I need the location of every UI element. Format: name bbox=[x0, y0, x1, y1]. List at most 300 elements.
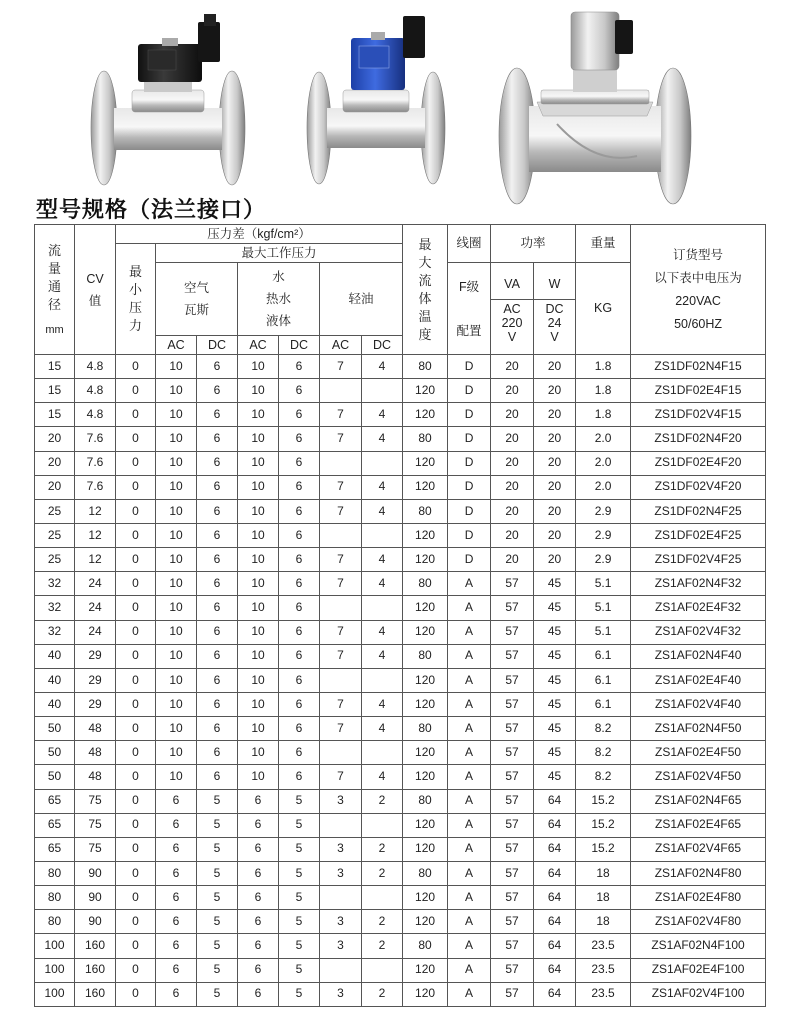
cell-cv: 12 bbox=[75, 523, 116, 547]
cell-air-ac: 6 bbox=[156, 982, 197, 1006]
cell-air-dc: 6 bbox=[197, 644, 238, 668]
header-water: 水 热水 液体 bbox=[238, 263, 320, 336]
cell-air-dc: 6 bbox=[197, 499, 238, 523]
cell-air-dc: 6 bbox=[197, 596, 238, 620]
cell-order-model: ZS1AF02E4F100 bbox=[631, 958, 766, 982]
cell-water-dc: 6 bbox=[279, 523, 320, 547]
table-row bbox=[35, 837, 766, 861]
cell-air-ac: 10 bbox=[156, 427, 197, 451]
cell-weight: 2.9 bbox=[576, 548, 631, 572]
cell-va: 57 bbox=[491, 958, 534, 982]
table-row bbox=[35, 765, 766, 789]
cell-cv: 12 bbox=[75, 548, 116, 572]
cell-max-temp: 120 bbox=[403, 958, 448, 982]
cell-coil-class: A bbox=[448, 572, 491, 596]
valve-photo-black-coil bbox=[88, 10, 248, 188]
cell-oil-ac: 7 bbox=[320, 572, 362, 596]
cell-weight: 6.1 bbox=[576, 668, 631, 692]
cell-water-dc: 6 bbox=[279, 548, 320, 572]
cell-va: 57 bbox=[491, 717, 534, 741]
header-water-dc: DC bbox=[279, 336, 320, 355]
cell-cv: 48 bbox=[75, 765, 116, 789]
cell-min-pressure: 0 bbox=[116, 741, 156, 765]
cell-water-dc: 6 bbox=[279, 427, 320, 451]
cell-weight: 5.1 bbox=[576, 596, 631, 620]
cell-va: 57 bbox=[491, 910, 534, 934]
cell-oil-dc: 4 bbox=[362, 717, 403, 741]
cell-water-ac: 6 bbox=[238, 910, 279, 934]
cell-w: 45 bbox=[534, 717, 576, 741]
cell-air-ac: 10 bbox=[156, 644, 197, 668]
cell-air-dc: 6 bbox=[197, 475, 238, 499]
cell-air-ac: 10 bbox=[156, 548, 197, 572]
header-va: VA AC 220 V bbox=[491, 263, 534, 355]
cell-min-pressure: 0 bbox=[116, 620, 156, 644]
cell-flow-diameter: 15 bbox=[35, 403, 75, 427]
cell-air-ac: 10 bbox=[156, 596, 197, 620]
table-row bbox=[35, 717, 766, 741]
cell-coil-class: D bbox=[448, 451, 491, 475]
cell-va: 57 bbox=[491, 765, 534, 789]
cell-air-dc: 5 bbox=[197, 861, 238, 885]
cell-water-dc: 5 bbox=[279, 910, 320, 934]
cell-oil-dc: 2 bbox=[362, 861, 403, 885]
cell-oil-dc: 4 bbox=[362, 548, 403, 572]
cell-water-ac: 6 bbox=[238, 958, 279, 982]
cell-coil-class: D bbox=[448, 523, 491, 547]
cell-order-model: ZS1AF02N4F100 bbox=[631, 934, 766, 958]
cell-flow-diameter: 50 bbox=[35, 765, 75, 789]
cell-va: 57 bbox=[491, 692, 534, 716]
cell-coil-class: D bbox=[448, 475, 491, 499]
cell-order-model: ZS1AF02V4F50 bbox=[631, 765, 766, 789]
cell-weight: 8.2 bbox=[576, 765, 631, 789]
cell-flow-diameter: 65 bbox=[35, 837, 75, 861]
section-title: 型号规格（法兰接口） bbox=[36, 198, 267, 223]
cell-water-dc: 6 bbox=[279, 692, 320, 716]
cell-flow-diameter: 25 bbox=[35, 523, 75, 547]
cell-water-dc: 6 bbox=[279, 475, 320, 499]
cell-oil-ac: 7 bbox=[320, 765, 362, 789]
cell-max-temp: 80 bbox=[403, 499, 448, 523]
cell-cv: 7.6 bbox=[75, 427, 116, 451]
cell-w: 64 bbox=[534, 982, 576, 1006]
cell-va: 57 bbox=[491, 644, 534, 668]
cell-va: 57 bbox=[491, 741, 534, 765]
cell-max-temp: 120 bbox=[403, 982, 448, 1006]
cell-cv: 29 bbox=[75, 692, 116, 716]
cell-water-ac: 10 bbox=[238, 523, 279, 547]
cell-air-dc: 5 bbox=[197, 934, 238, 958]
cell-va: 57 bbox=[491, 934, 534, 958]
cell-water-ac: 10 bbox=[238, 427, 279, 451]
cell-w: 64 bbox=[534, 789, 576, 813]
cell-flow-diameter: 100 bbox=[35, 934, 75, 958]
cell-coil-class: A bbox=[448, 934, 491, 958]
cell-oil-dc bbox=[362, 886, 403, 910]
cell-w: 20 bbox=[534, 403, 576, 427]
cell-min-pressure: 0 bbox=[116, 934, 156, 958]
cell-water-dc: 6 bbox=[279, 499, 320, 523]
cell-water-dc: 6 bbox=[279, 596, 320, 620]
header-power: 功率 bbox=[491, 225, 576, 263]
cell-max-temp: 120 bbox=[403, 837, 448, 861]
cell-water-dc: 5 bbox=[279, 886, 320, 910]
header-flow-unit: mm bbox=[45, 324, 64, 337]
cell-flow-diameter: 65 bbox=[35, 789, 75, 813]
cell-water-dc: 6 bbox=[279, 668, 320, 692]
cell-water-ac: 6 bbox=[238, 861, 279, 885]
cell-coil-class: A bbox=[448, 861, 491, 885]
cell-oil-dc: 4 bbox=[362, 355, 403, 379]
cell-coil-class: A bbox=[448, 789, 491, 813]
cell-w: 20 bbox=[534, 499, 576, 523]
cell-coil-class: A bbox=[448, 692, 491, 716]
cell-va: 20 bbox=[491, 523, 534, 547]
cell-air-dc: 5 bbox=[197, 789, 238, 813]
cell-max-temp: 120 bbox=[403, 475, 448, 499]
cell-cv: 75 bbox=[75, 837, 116, 861]
cell-cv: 7.6 bbox=[75, 475, 116, 499]
cell-weight: 18 bbox=[576, 910, 631, 934]
cell-water-ac: 6 bbox=[238, 789, 279, 813]
cell-air-dc: 5 bbox=[197, 813, 238, 837]
cell-va: 20 bbox=[491, 355, 534, 379]
cell-w: 64 bbox=[534, 934, 576, 958]
cell-min-pressure: 0 bbox=[116, 475, 156, 499]
cell-va: 20 bbox=[491, 475, 534, 499]
cell-coil-class: D bbox=[448, 548, 491, 572]
cell-air-dc: 6 bbox=[197, 451, 238, 475]
cell-order-model: ZS1AF02N4F50 bbox=[631, 717, 766, 741]
cell-air-ac: 10 bbox=[156, 717, 197, 741]
cell-flow-diameter: 80 bbox=[35, 886, 75, 910]
cell-weight: 23.5 bbox=[576, 934, 631, 958]
table-row bbox=[35, 934, 766, 958]
cell-order-model: ZS1DF02N4F20 bbox=[631, 427, 766, 451]
cell-water-dc: 6 bbox=[279, 403, 320, 427]
header-order-model: 订货型号 以下表中电压为 220VAC 50/60HZ bbox=[631, 225, 766, 355]
header-oil-dc: DC bbox=[362, 336, 403, 355]
cell-water-ac: 6 bbox=[238, 813, 279, 837]
cell-weight: 2.0 bbox=[576, 427, 631, 451]
cell-cv: 12 bbox=[75, 499, 116, 523]
header-flow-diameter: 流量通径 mm bbox=[35, 225, 75, 355]
cell-order-model: ZS1DF02N4F25 bbox=[631, 499, 766, 523]
cell-order-model: ZS1AF02N4F80 bbox=[631, 861, 766, 885]
cell-oil-dc: 4 bbox=[362, 692, 403, 716]
cell-air-ac: 10 bbox=[156, 403, 197, 427]
header-oil-ac: AC bbox=[320, 336, 362, 355]
header-water-ac: AC bbox=[238, 336, 279, 355]
cell-order-model: ZS1AF02V4F100 bbox=[631, 982, 766, 1006]
header-weight: 重量 bbox=[576, 225, 631, 263]
cell-air-ac: 10 bbox=[156, 572, 197, 596]
cell-oil-ac: 7 bbox=[320, 548, 362, 572]
cell-oil-dc: 2 bbox=[362, 837, 403, 861]
cell-va: 57 bbox=[491, 789, 534, 813]
cell-w: 20 bbox=[534, 451, 576, 475]
cell-w: 20 bbox=[534, 548, 576, 572]
cell-max-temp: 80 bbox=[403, 355, 448, 379]
cell-flow-diameter: 40 bbox=[35, 644, 75, 668]
product-photos bbox=[0, 0, 790, 190]
cell-oil-dc bbox=[362, 958, 403, 982]
cell-max-temp: 80 bbox=[403, 427, 448, 451]
cell-va: 20 bbox=[491, 379, 534, 403]
cell-min-pressure: 0 bbox=[116, 837, 156, 861]
cell-flow-diameter: 40 bbox=[35, 668, 75, 692]
cell-max-temp: 120 bbox=[403, 668, 448, 692]
cell-cv: 4.8 bbox=[75, 379, 116, 403]
header-pressure-diff: 压力差（kgf/cm²） bbox=[116, 225, 403, 244]
cell-water-ac: 6 bbox=[238, 934, 279, 958]
cell-w: 64 bbox=[534, 958, 576, 982]
cell-w: 20 bbox=[534, 355, 576, 379]
cell-cv: 48 bbox=[75, 741, 116, 765]
cell-water-ac: 10 bbox=[238, 379, 279, 403]
header-air-dc: DC bbox=[197, 336, 238, 355]
cell-air-dc: 6 bbox=[197, 427, 238, 451]
cell-air-dc: 6 bbox=[197, 403, 238, 427]
table-header bbox=[35, 225, 766, 355]
table-row bbox=[35, 958, 766, 982]
cell-va: 57 bbox=[491, 572, 534, 596]
cell-weight: 18 bbox=[576, 886, 631, 910]
cell-oil-dc: 4 bbox=[362, 499, 403, 523]
cell-order-model: ZS1DF02V4F15 bbox=[631, 403, 766, 427]
cell-order-model: ZS1DF02E4F25 bbox=[631, 523, 766, 547]
cell-air-ac: 6 bbox=[156, 861, 197, 885]
cell-air-dc: 5 bbox=[197, 837, 238, 861]
cell-water-dc: 5 bbox=[279, 958, 320, 982]
cell-cv: 90 bbox=[75, 886, 116, 910]
cell-max-temp: 120 bbox=[403, 403, 448, 427]
cell-water-ac: 10 bbox=[238, 499, 279, 523]
cell-air-dc: 6 bbox=[197, 741, 238, 765]
table-row bbox=[35, 548, 766, 572]
spec-table bbox=[34, 224, 766, 1007]
cell-va: 20 bbox=[491, 548, 534, 572]
cell-coil-class: A bbox=[448, 644, 491, 668]
cell-order-model: ZS1AF02E4F65 bbox=[631, 813, 766, 837]
cell-coil-class: A bbox=[448, 717, 491, 741]
cell-air-dc: 6 bbox=[197, 572, 238, 596]
cell-max-temp: 120 bbox=[403, 451, 448, 475]
cell-w: 20 bbox=[534, 475, 576, 499]
cell-water-dc: 6 bbox=[279, 741, 320, 765]
cell-cv: 24 bbox=[75, 572, 116, 596]
cell-max-temp: 80 bbox=[403, 717, 448, 741]
cell-cv: 75 bbox=[75, 789, 116, 813]
cell-min-pressure: 0 bbox=[116, 813, 156, 837]
cell-weight: 15.2 bbox=[576, 813, 631, 837]
cell-order-model: ZS1AF02N4F32 bbox=[631, 572, 766, 596]
cell-flow-diameter: 40 bbox=[35, 692, 75, 716]
cell-order-model: ZS1AF02E4F32 bbox=[631, 596, 766, 620]
cell-va: 57 bbox=[491, 886, 534, 910]
cell-weight: 2.9 bbox=[576, 523, 631, 547]
cell-order-model: ZS1AF02V4F32 bbox=[631, 620, 766, 644]
table-row bbox=[35, 572, 766, 596]
cell-flow-diameter: 65 bbox=[35, 813, 75, 837]
cell-w: 45 bbox=[534, 692, 576, 716]
cell-min-pressure: 0 bbox=[116, 644, 156, 668]
cell-water-ac: 10 bbox=[238, 765, 279, 789]
table-row bbox=[35, 813, 766, 837]
cell-cv: 24 bbox=[75, 596, 116, 620]
cell-w: 45 bbox=[534, 644, 576, 668]
cell-air-ac: 6 bbox=[156, 789, 197, 813]
cell-water-dc: 6 bbox=[279, 355, 320, 379]
cell-va: 20 bbox=[491, 427, 534, 451]
cell-weight: 15.2 bbox=[576, 789, 631, 813]
cell-flow-diameter: 100 bbox=[35, 958, 75, 982]
cell-cv: 160 bbox=[75, 958, 116, 982]
cell-oil-ac: 7 bbox=[320, 475, 362, 499]
header-w: W DC 24 V bbox=[534, 263, 576, 355]
cell-flow-diameter: 32 bbox=[35, 596, 75, 620]
cell-order-model: ZS1AF02V4F40 bbox=[631, 692, 766, 716]
table-row bbox=[35, 620, 766, 644]
cell-min-pressure: 0 bbox=[116, 765, 156, 789]
cell-w: 45 bbox=[534, 741, 576, 765]
cell-air-dc: 5 bbox=[197, 886, 238, 910]
cell-air-ac: 10 bbox=[156, 499, 197, 523]
header-coil: 线圈 bbox=[448, 225, 491, 263]
cell-oil-dc: 4 bbox=[362, 475, 403, 499]
cell-w: 45 bbox=[534, 596, 576, 620]
header-min-pressure: 最小压力 bbox=[116, 244, 156, 355]
cell-min-pressure: 0 bbox=[116, 355, 156, 379]
cell-water-ac: 6 bbox=[238, 982, 279, 1006]
cell-order-model: ZS1AF02E4F80 bbox=[631, 886, 766, 910]
cell-water-ac: 10 bbox=[238, 741, 279, 765]
cell-cv: 29 bbox=[75, 668, 116, 692]
cell-water-dc: 5 bbox=[279, 837, 320, 861]
header-max-working-pressure: 最大工作压力 bbox=[156, 244, 403, 263]
cell-w: 64 bbox=[534, 813, 576, 837]
cell-max-temp: 120 bbox=[403, 765, 448, 789]
cell-flow-diameter: 50 bbox=[35, 717, 75, 741]
valve-photo-blue-coil bbox=[305, 12, 447, 188]
cell-order-model: ZS1DF02V4F20 bbox=[631, 475, 766, 499]
cell-cv: 75 bbox=[75, 813, 116, 837]
cell-water-ac: 10 bbox=[238, 668, 279, 692]
cell-air-ac: 10 bbox=[156, 475, 197, 499]
cell-oil-ac: 7 bbox=[320, 427, 362, 451]
cell-water-dc: 5 bbox=[279, 982, 320, 1006]
cell-w: 64 bbox=[534, 837, 576, 861]
cell-min-pressure: 0 bbox=[116, 451, 156, 475]
cell-va: 57 bbox=[491, 596, 534, 620]
cell-order-model: ZS1DF02N4F15 bbox=[631, 355, 766, 379]
cell-w: 45 bbox=[534, 765, 576, 789]
cell-oil-ac bbox=[320, 668, 362, 692]
cell-weight: 23.5 bbox=[576, 982, 631, 1006]
cell-air-dc: 6 bbox=[197, 765, 238, 789]
table-row bbox=[35, 427, 766, 451]
cell-coil-class: D bbox=[448, 499, 491, 523]
cell-flow-diameter: 15 bbox=[35, 355, 75, 379]
cell-max-temp: 120 bbox=[403, 692, 448, 716]
cell-weight: 2.0 bbox=[576, 451, 631, 475]
table-row bbox=[35, 910, 766, 934]
cell-weight: 15.2 bbox=[576, 837, 631, 861]
cell-cv: 90 bbox=[75, 910, 116, 934]
cell-air-ac: 10 bbox=[156, 741, 197, 765]
cell-oil-dc: 2 bbox=[362, 982, 403, 1006]
cell-min-pressure: 0 bbox=[116, 958, 156, 982]
cell-air-ac: 10 bbox=[156, 523, 197, 547]
cell-weight: 1.8 bbox=[576, 403, 631, 427]
cell-w: 45 bbox=[534, 572, 576, 596]
cell-max-temp: 120 bbox=[403, 523, 448, 547]
cell-oil-dc: 2 bbox=[362, 789, 403, 813]
cell-oil-ac: 3 bbox=[320, 982, 362, 1006]
cell-coil-class: A bbox=[448, 813, 491, 837]
cell-weight: 8.2 bbox=[576, 741, 631, 765]
table-row bbox=[35, 668, 766, 692]
header-weight-unit: KG bbox=[576, 263, 631, 355]
cell-air-dc: 5 bbox=[197, 982, 238, 1006]
cell-min-pressure: 0 bbox=[116, 499, 156, 523]
cell-coil-class: A bbox=[448, 741, 491, 765]
cell-max-temp: 120 bbox=[403, 548, 448, 572]
cell-coil-class: D bbox=[448, 427, 491, 451]
cell-min-pressure: 0 bbox=[116, 427, 156, 451]
cell-water-ac: 6 bbox=[238, 837, 279, 861]
table-row bbox=[35, 789, 766, 813]
header-max-fluid-temp: 最大流体温度 bbox=[403, 225, 448, 355]
cell-oil-ac bbox=[320, 886, 362, 910]
cell-water-dc: 6 bbox=[279, 379, 320, 403]
valve-photo-large-steel bbox=[497, 6, 692, 212]
cell-water-ac: 6 bbox=[238, 886, 279, 910]
cell-water-ac: 10 bbox=[238, 548, 279, 572]
cell-weight: 5.1 bbox=[576, 620, 631, 644]
table-row bbox=[35, 982, 766, 1006]
cell-air-ac: 10 bbox=[156, 765, 197, 789]
cell-min-pressure: 0 bbox=[116, 717, 156, 741]
cell-air-ac: 6 bbox=[156, 886, 197, 910]
cell-min-pressure: 0 bbox=[116, 523, 156, 547]
cell-max-temp: 80 bbox=[403, 789, 448, 813]
cell-min-pressure: 0 bbox=[116, 861, 156, 885]
cell-min-pressure: 0 bbox=[116, 379, 156, 403]
cell-w: 45 bbox=[534, 668, 576, 692]
header-coil-class: F级 配置 bbox=[448, 263, 491, 355]
cell-oil-dc: 4 bbox=[362, 403, 403, 427]
cell-water-dc: 5 bbox=[279, 789, 320, 813]
cell-oil-dc bbox=[362, 451, 403, 475]
cell-max-temp: 120 bbox=[403, 910, 448, 934]
cell-water-dc: 6 bbox=[279, 717, 320, 741]
cell-oil-ac bbox=[320, 958, 362, 982]
cell-air-ac: 10 bbox=[156, 692, 197, 716]
table-row bbox=[35, 379, 766, 403]
cell-water-dc: 6 bbox=[279, 644, 320, 668]
cell-water-ac: 10 bbox=[238, 620, 279, 644]
cell-cv: 29 bbox=[75, 644, 116, 668]
cell-flow-diameter: 80 bbox=[35, 910, 75, 934]
cell-flow-diameter: 32 bbox=[35, 620, 75, 644]
cell-water-ac: 10 bbox=[238, 644, 279, 668]
cell-cv: 90 bbox=[75, 861, 116, 885]
cell-flow-diameter: 20 bbox=[35, 451, 75, 475]
table-row bbox=[35, 403, 766, 427]
cell-max-temp: 120 bbox=[403, 741, 448, 765]
